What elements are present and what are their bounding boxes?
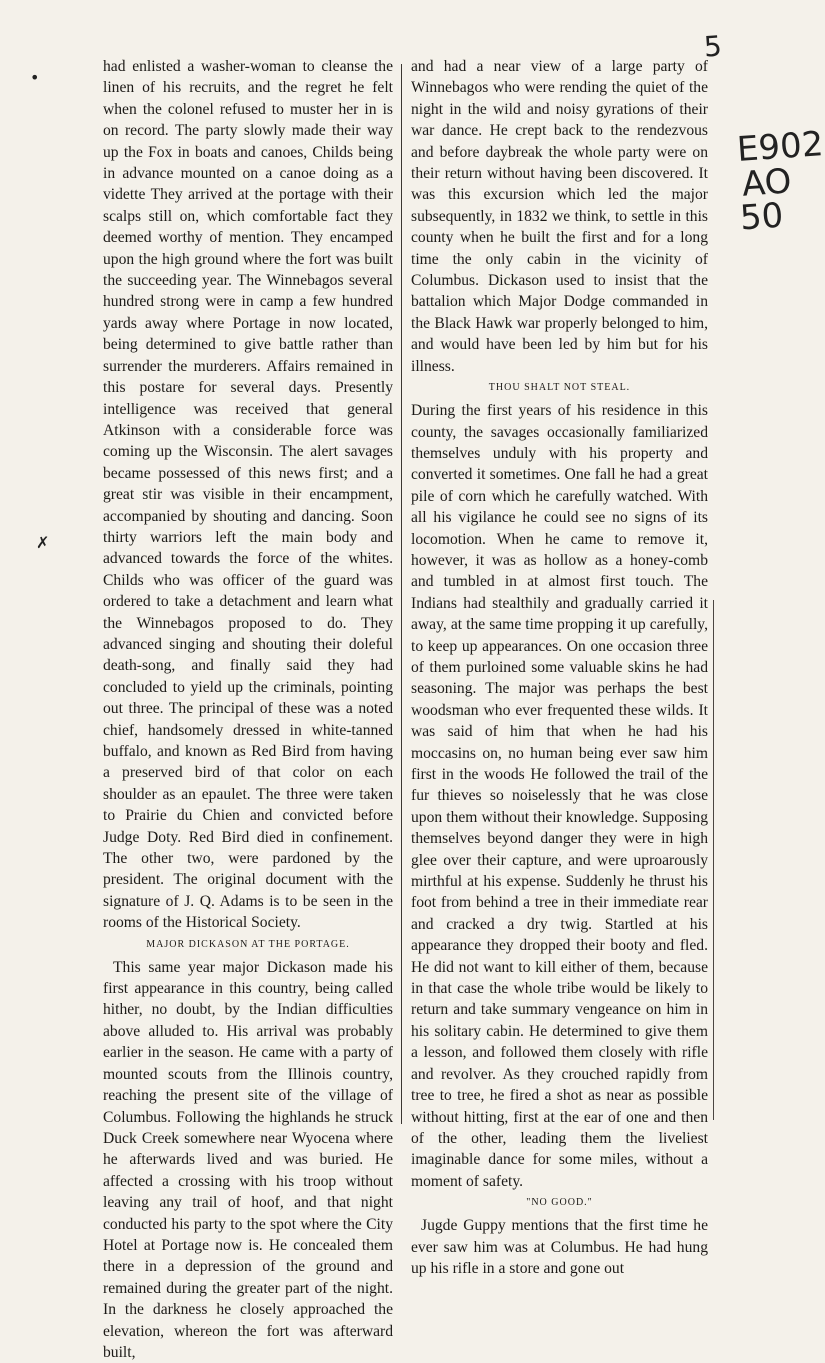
margin-mark-icon: •	[30, 68, 40, 87]
column-edge-rule	[713, 600, 714, 1120]
left-column	[103, 56, 393, 1363]
section-heading: THOU SHALT NOT STEAL.	[488, 382, 631, 394]
article-paragraph: had enlisted a washer-woman to cleanse the linen of his recruits, and the regret he felt when the colonel refused to muster her in is on record. The party slowly made their way up the Fox in boats and canoes, Childs being in advance mounted on a canoe doing as a vidette They arrived at the portage with their scalps still on, which comfortable fact they deemed worthy of mention. They encamped upon the high ground where the fort was built the succeeding year. The Winnebagos several hundred strong were in camp a few hundred yards away where Portage in now located, being determined to give battle rather than surrender the murderers. Affairs remained in this postare for several days. Presently intelligence was received that general Atkinson with a considerable force was coming up the Wisconsin. The alert savages became possessed of this news first; and a great stir was visible in their encampment, accompanied by shouting and dancing. Soon thirty warriors left the main body and advanced towards the force of the whites. Childs who was officer of the guard was ordered to take a detachment and learn what the Winnebagos proposed to do. They advanced singing and shouting their doleful death-song, and finally said they had concluded to yield up the criminals, pointing out three. The principal of these was a noted chief, handsomely dressed in white-tanned buffalo, and known as Red Bird from having a preserved bird of that color on each shoulder as an epaulet. The three were taken to Prairie du Chien and convicted before Judge Doty. Red Bird died in confinement. The other two, were pardoned by the president. The original document with the signature of J. Q. Adams is to be seen in the rooms of the Historical Society.	[103, 58, 393, 932]
handwritten-note-line2: AO	[740, 161, 793, 205]
handwritten-note-line3: 50	[738, 195, 785, 239]
handwritten-note-line1: E902	[735, 124, 825, 170]
article-paragraph: and had a near view of a large party of Winnebagos who were rending the quiet of the night in the wild and noisy gyrations of their war dance. He crept back to the rendezvous and before daybreak the whole party were on their return without having been discovered. It was this excursion which led the major subsequently, in 1832 we think, to settle in this county when he built the first and for a long time the only cabin in the vicinity of Columbus. Dickason used to insist that the battalion which Major Dodge commanded in the Black Hawk war properly belonged to him, and would have been led by him but for his illness.	[411, 58, 708, 375]
column-divider	[401, 64, 402, 1124]
page-number: 5	[702, 29, 723, 64]
right-column	[411, 56, 708, 1279]
margin-mark-icon: ✗	[36, 533, 50, 552]
section-heading: MAJOR DICKASON AT THE PORTAGE.	[146, 938, 350, 950]
section-heading: "NO GOOD."	[526, 1197, 593, 1209]
article-paragraph: During the first years of his residence in this county, the savages occasionally familiarized themselves unduly with his property and converted it sometimes. One fall he had a great pile of corn which he carefully watched. With all his vigilance he could see no signs of its locomotion. When he came to remove it, however, it was as hollow as a honey-comb and tumbled in at almost first touch. The Indians had stealthily and gradually carried it away, at the same time propping it up carefully, to keep up appearances. On one occasion three of them purloined some valuable skins he had seasoning. The major was perhaps the best woodsman who ever frequented these wilds. It was said of him that when he had his moccasins on, no human being ever saw him first in the woods He followed the trail of the fur thieves so noiselessly that he was close upon them without their knowledge. Supposing themselves beyond danger they were in high glee over their capture, and were uproarously mirthful at his expense. Suddenly he thrust his foot from behind a tree in their immediate rear and cracked a dry twig. Startled at his appearance they dropped their booty and fled. He did not want to kill either of them, because in that case the whole tribe would be likely to return and take summary vengeance on him in his solitary cabin. He determined to give them a lesson, and followed them closely with rifle and revolver. As they crouched rapidly from tree to tree, he fired a shot as near as possible without hitting, first at the ear of one and then of the other, leading them the liveliest imaginable dance for some miles, without a moment of safety.	[411, 402, 708, 1190]
article-paragraph: This same year major Dickason made his first appearance in this country, being called hither, no doubt, by the Indian difficulties above alluded to. His arrival was probably earlier in the season. He came with a party of mounted scouts from the Illinois country, reaching the present site of the village of Columbus. Following the highlands he struck Duck Creek somewhere near Wyocena where he afterwards lived and was buried. He affected a crossing with his troop without leaving any trail of hoof, and that night conducted his party to the spot where the City Hotel at Portage now is. He concealed them there in a depression of the ground and remained during the greater part of the night. In the darkness he closely approached the elevation, whereon the fort was afterward built,	[103, 958, 393, 1361]
article-paragraph: Jugde Guppy mentions that the first time he ever saw him was at Columbus. He had hung up his rifle in a store and gone out	[411, 1217, 708, 1277]
